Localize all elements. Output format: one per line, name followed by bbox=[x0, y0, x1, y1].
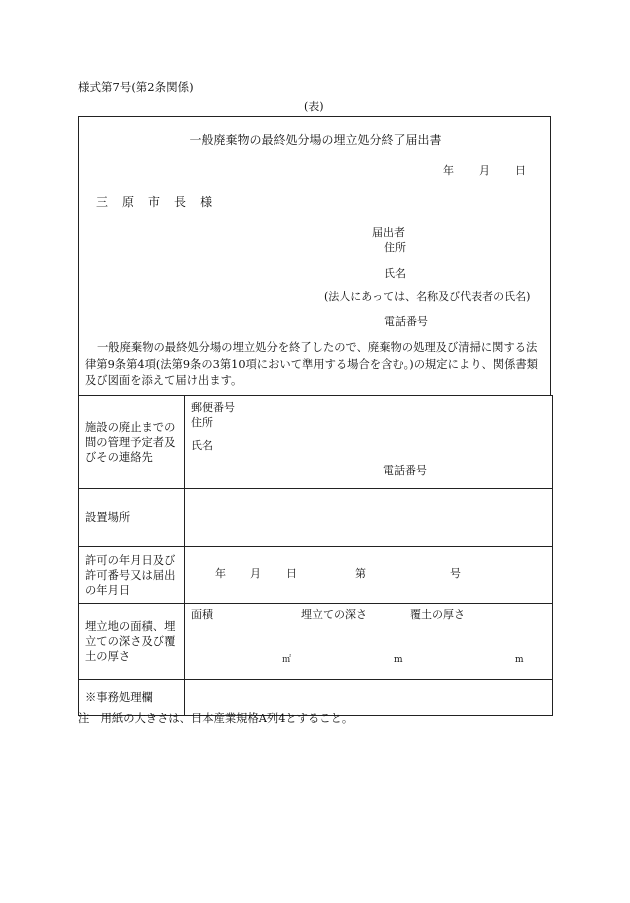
area-unit: ㎡ bbox=[282, 655, 292, 665]
manager-address-label: 住所 bbox=[191, 416, 213, 429]
permit-label: 許可の年月日及び許可番号又は届出の年月日 bbox=[79, 547, 185, 604]
location-row bbox=[79, 489, 553, 547]
form-title: 一般廃棄物の最終処分場の埋立処分終了届出書 bbox=[189, 133, 442, 147]
form-number: 様式第7号(第2条関係) bbox=[78, 80, 194, 94]
addressee-char: 原 bbox=[122, 195, 135, 209]
location-label: 設置場所 bbox=[79, 489, 185, 547]
applicant-phone-label: 電話番号 bbox=[384, 315, 428, 328]
applicant-label: 届出者 bbox=[372, 226, 405, 239]
cover-unit: m bbox=[515, 655, 524, 665]
manager-name-label: 氏名 bbox=[191, 439, 213, 452]
date-day: 日 bbox=[515, 164, 526, 177]
addressee-char: 三 bbox=[96, 195, 109, 209]
applicant-address-label: 住所 bbox=[384, 241, 406, 254]
location-field[interactable] bbox=[185, 489, 553, 547]
manager-phone-label: 電話番号 bbox=[383, 464, 427, 477]
depth-subheading: 埋立ての深さ bbox=[301, 608, 367, 621]
cover-subheading: 覆土の厚さ bbox=[410, 608, 465, 621]
manager-field[interactable] bbox=[185, 396, 553, 489]
office-row bbox=[79, 680, 553, 716]
addressee-char: 長 bbox=[174, 195, 187, 209]
details-table bbox=[78, 395, 553, 716]
area-field[interactable] bbox=[185, 604, 553, 680]
office-use-label: ※事務処理欄 bbox=[79, 680, 185, 716]
manager-label: 施設の廃止までの間の管理予定者及びその連絡先 bbox=[79, 396, 185, 489]
permit-number-suffix: 号 bbox=[450, 567, 461, 580]
office-use-field bbox=[185, 680, 553, 716]
permit-row bbox=[79, 547, 553, 604]
area-row bbox=[79, 604, 553, 680]
header-section bbox=[78, 116, 551, 396]
addressee-char: 市 bbox=[148, 195, 161, 209]
postal-code-label: 郵便番号 bbox=[191, 401, 235, 414]
permit-field[interactable] bbox=[185, 547, 553, 604]
notification-statement: 一般廃棄物の最終処分場の埋立処分を終了したので、廃棄物の処理及び清掃に関する法律第9条第4項(法第9条の3第10項において準用する場合を含む。)の規定により、関係書類及び図面を添えて届け出ます。 bbox=[85, 341, 538, 387]
permit-month: 月 bbox=[250, 567, 261, 580]
applicant-name-label: 氏名 bbox=[384, 267, 406, 280]
manager-row bbox=[79, 396, 553, 489]
corporation-note: (法人にあっては、名称及び代表者の氏名) bbox=[324, 290, 531, 303]
depth-unit: m bbox=[394, 655, 403, 665]
addressee bbox=[96, 196, 226, 208]
area-label: 埋立地の面積、埋立ての深さ及び覆土の厚さ bbox=[79, 604, 185, 680]
addressee-char: 様 bbox=[200, 195, 213, 209]
area-subheading: 面積 bbox=[191, 608, 213, 621]
permit-day: 日 bbox=[286, 567, 297, 580]
permit-year: 年 bbox=[215, 567, 226, 580]
footnote: 注 用紙の大きさは、日本産業規格A列4とすること。 bbox=[78, 712, 354, 725]
side-label: (表) bbox=[304, 100, 324, 113]
date-year: 年 bbox=[443, 164, 454, 177]
permit-number-prefix: 第 bbox=[355, 567, 366, 580]
date-month: 月 bbox=[479, 164, 490, 177]
